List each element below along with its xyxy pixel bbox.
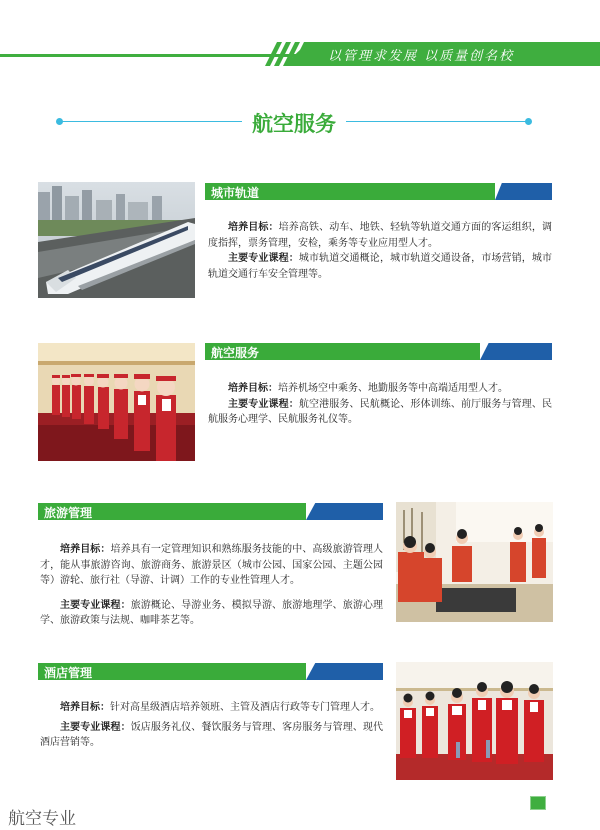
title-dot-right bbox=[525, 118, 532, 125]
top-banner bbox=[0, 42, 600, 66]
objective-text: 培养高铁、动车、地铁、轻轨等轨道交通方面的客运组织，调度指挥，票务管理，安检，乘务等专业应用型人才。 bbox=[208, 222, 553, 249]
courses-label: 主要专业课程： bbox=[60, 721, 131, 733]
objective-label: 培养目标： bbox=[228, 222, 279, 233]
section-title-3: 旅游管理 bbox=[44, 506, 93, 520]
courses-label: 主要专业课程： bbox=[228, 253, 299, 264]
section-bar-4 bbox=[38, 663, 383, 680]
page-mark-icon bbox=[530, 796, 546, 810]
banner-slogan: 以管理求发展 以质量创名校 bbox=[328, 49, 515, 64]
tea-ceremony-photo bbox=[396, 502, 553, 622]
page-title-row bbox=[56, 108, 532, 136]
section-body-1 bbox=[208, 220, 552, 282]
objective-label: 培养目标： bbox=[228, 383, 278, 394]
objective-text: 培养具有一定管理知识和熟练服务技能的中、高级旅游管理人才，能从事旅游咨询、旅游商务、旅游景区（城市公园、国家公园、主题公园等）游轮、旅行社（导游、计调）工作的专业性管理人才。 bbox=[40, 544, 384, 586]
flight-attendants-photo bbox=[38, 343, 195, 461]
train-photo bbox=[38, 182, 195, 298]
section-bar-3 bbox=[38, 503, 383, 520]
section-bar-1 bbox=[205, 183, 552, 200]
title-rule-right bbox=[346, 121, 526, 122]
page-title: 航空服务 bbox=[252, 112, 336, 136]
objective-label: 培养目标： bbox=[60, 544, 111, 555]
objective-text: 培养机场空中乘务、地勤服务等中高端适用型人才。 bbox=[278, 383, 508, 394]
courses-text: 旅游概论、导游业务、模拟导游、旅游地理学、旅游心理学、旅游政策与法规、咖啡茶艺等。 bbox=[40, 599, 384, 626]
courses-text: 城市轨道交通概论，城市轨道交通设备，市场营销，城市轨道交通行车安全管理等。 bbox=[208, 253, 553, 280]
section-bar-2 bbox=[205, 343, 552, 360]
section-title-4: 酒店管理 bbox=[44, 666, 93, 680]
courses-text: 饭店服务礼仪、餐饮服务与管理、客房服务与管理、现代酒店营销等。 bbox=[40, 721, 384, 748]
section-body-2 bbox=[208, 381, 552, 428]
section-body-4 bbox=[40, 700, 383, 751]
objective-label: 培养目标： bbox=[60, 702, 110, 713]
section-title-2: 航空服务 bbox=[211, 346, 260, 360]
section-title-1: 城市轨道 bbox=[211, 186, 260, 200]
objective-text: 针对高星级酒店培养领班、主管及酒店行政等专门管理人才。 bbox=[110, 702, 380, 713]
footer-label: 航空专业 bbox=[8, 809, 76, 829]
hotel-staff-photo bbox=[396, 662, 553, 780]
courses-text: 航空港服务、民航概论、形体训练、前厅服务与管理、民航服务心理学、民航服务礼仪等。 bbox=[208, 398, 553, 425]
section-body-3 bbox=[40, 542, 383, 629]
courses-label: 主要专业课程： bbox=[228, 398, 299, 410]
courses-label: 主要专业课程： bbox=[60, 599, 131, 611]
